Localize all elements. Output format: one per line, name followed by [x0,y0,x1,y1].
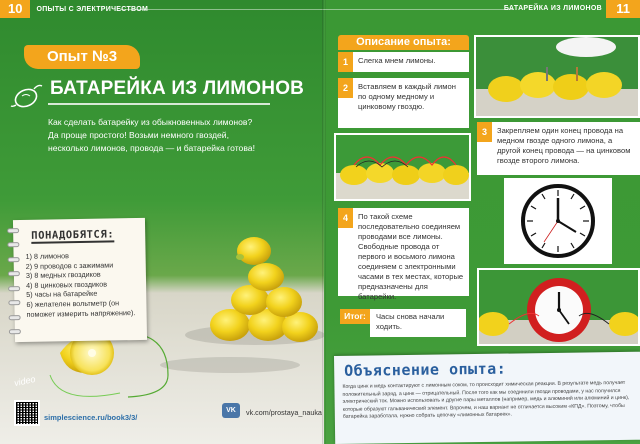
list-item: 1) 8 лимонов [25,251,69,261]
result-label: Итог: [340,309,370,324]
page-title: БАТАРЕЙКА ИЗ ЛИМОНОВ [50,78,305,99]
step-number: 4 [338,208,353,228]
photo-lemon-clock [477,268,640,346]
lemon-icon [8,78,44,114]
materials-title: ПОНАДОБЯТСЯ: [31,228,115,242]
step-number: 1 [338,52,353,72]
list-item: 4) 8 цинковых гвоздиков [26,279,108,290]
left-page-number: 10 [0,0,30,18]
description-title: Описание опыта: [338,35,469,50]
step-4 [338,208,469,301]
vk-icon[interactable]: VK [222,403,240,418]
materials-card [13,218,147,342]
list-item: 3) 8 медных гвоздиков [25,269,101,281]
explanation-card [334,352,640,444]
video-link[interactable]: simplescience.ru/book3/3/ [44,413,138,422]
notepad-rings [7,228,21,334]
list-item: 5) часы на батарейке [26,289,98,300]
list-item: 2) 9 проводов с зажимами [25,260,114,271]
clock-photo [504,178,612,264]
intro-text: Как сделать батарейку из обыкновенных лимонов? Да проще простого! Возьми немного гвоздей, несколько лимонов, провода — и батарейка готова! [48,117,255,153]
materials-list [26,250,145,319]
photo-lemons-connected [334,133,471,201]
experiment-label: Опыт №3 [24,45,140,69]
list-item: 6) желателен вольтметр (он поможет измерить напряжение). [26,298,136,319]
step-2 [338,78,469,128]
step-1 [338,52,469,72]
vk-link[interactable]: vk.com/prostaya_nauka [246,408,322,417]
step-text: Закрепляем один конец провода на медном гвозде одного лимона, а другой конец провода — на цинковом гвозде второго лимона. [497,126,631,165]
step-text: По такой схеме последовательно соединяем проводами все лимоны. Свободные провода от первого и восьмого лимона соединяем с электронными часами в тех местах, которые предназначены для батарейки. [358,212,464,301]
explanation-text: Когда цинк и медь контактируют с лимонным соком, то происходит химическая реакция. В результате медь получает положительный заряд, а цинк — отрицательный. После того как мы соединили гвозди проводами, у нас получился электрический ток. Можно использовать и другие пары металлов (например, медь и алюминий или алюминий и цинк), которые образуют гальванический элемент. Впрочем, и наш вариант не отличается высоким «КПД». Поэтому, чтобы батарейка заработала, нужно собрать цепочку «лимонных батареек». [342,379,630,420]
step-3 [477,122,640,175]
video-label: video [13,373,37,389]
step-text: Слегка мнем лимоны. [358,56,436,65]
step-text: Вставляем в каждый лимон по одному медному и цинковому гвоздю. [358,82,456,111]
right-page-number: 11 [606,0,640,18]
step-number: 3 [477,122,492,142]
header-divider [120,9,324,10]
title-underline [48,103,270,105]
left-section-title: ОПЫТЫ С ЭЛЕКТРИЧЕСТВОМ [36,5,149,13]
result-text: Часы снова начали ходить. [370,309,466,337]
qr-code-icon[interactable] [14,400,40,426]
photo-lemons-nails [474,35,640,118]
step-number: 2 [338,78,353,98]
right-section-title: БАТАРЕЙКА ИЗ ЛИМОНОВ [503,5,602,12]
explanation-title: Объяснение опыта: [344,359,507,380]
